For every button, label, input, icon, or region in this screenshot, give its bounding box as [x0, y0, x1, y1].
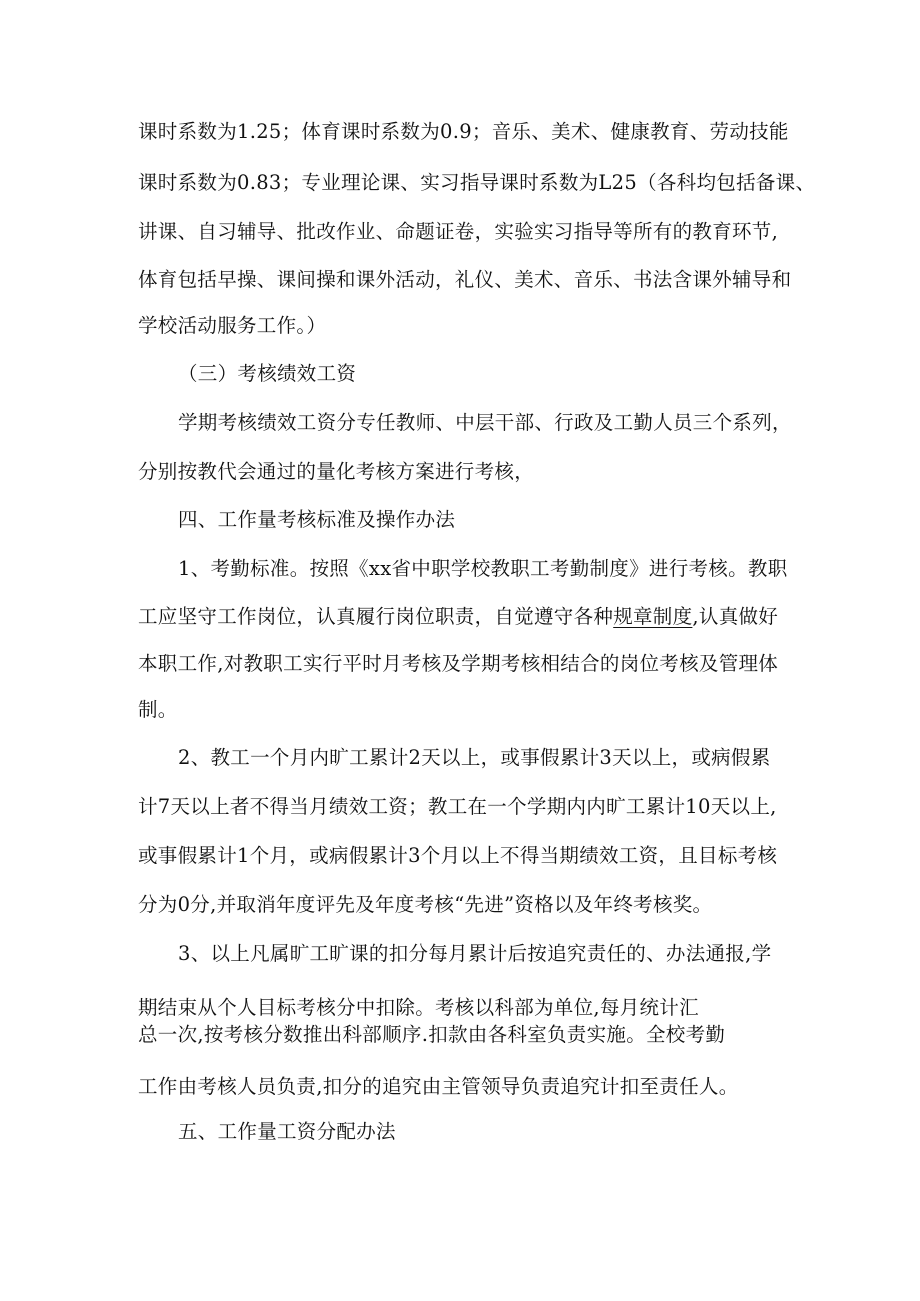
- body-text-line: 学校活动服务工作。）: [138, 314, 327, 337]
- body-text-line: 课时系数为1.25；体育课时系数为0.9；音乐、美术、健康教育、劳动技能: [138, 120, 789, 143]
- paragraph-first-line: 2、教工一个月内旷工累计2天以上，或事假累计3天以上，或病假累: [178, 746, 771, 769]
- body-text-line: 期结束从个人目标考核分中扣除。考核以科部为单位,每月统计汇: [138, 996, 699, 1019]
- body-text-line: 总一次,按考核分数推出科部顺序.扣款由各科室负责实施。全校考勤: [138, 1023, 726, 1046]
- paragraph-first-line: 1、考勤标准。按照《xx省中职学校教职工考勤制度》进行考核。教职: [178, 557, 788, 580]
- text-segment: ,认真做好: [692, 605, 779, 628]
- body-text-line: 本职工作,对教职工实行平时月考核及学期考核相结合的岗位考核及管理体: [138, 652, 779, 675]
- body-text-line: 体育包括早操、课间操和课外活动，礼仪、美术、音乐、书法含课外辅导和: [138, 268, 792, 291]
- body-text-line: [138, 604, 778, 630]
- text-segment: 工应坚守工作岗位，认真履行岗位职责，自觉遵守各种: [138, 605, 614, 628]
- paragraph-first-line: 3、以上凡属旷工旷课的扣分每月累计后按追究责任的、办法通报,学: [178, 942, 772, 965]
- section-heading: （三）考核绩效工资: [178, 362, 357, 385]
- section-heading: 五、工作量工资分配办法: [178, 1120, 396, 1143]
- section-heading: 四、工作量考核标准及操作办法: [178, 508, 456, 531]
- body-text-line: 课时系数为0.83；专业理论课、实习指导课时系数为L25（各科均包括备课、: [138, 171, 816, 194]
- body-text-line: 分别按教代会通过的量化考核方案进行考核，: [138, 460, 535, 483]
- body-text-line: 计7天以上者不得当月绩效工资；教工在一个学期内内旷工累计10天以上,: [138, 795, 777, 818]
- body-text-line: 或事假累计1个月，或病假累计3个月以上不得当期绩效工资，且目标考核: [138, 844, 778, 867]
- paragraph-first-line: 学期考核绩效工资分专任教师、中层干部、行政及工勤人员三个系列，: [178, 411, 792, 434]
- regulation-link[interactable]: 规章制度: [613, 605, 693, 628]
- body-text-line: 制。: [138, 698, 178, 721]
- body-text-line: 分为0分,并取消年度评先及年度考核“先进”资格以及年终考核奖。: [138, 893, 713, 916]
- body-text-line: 工作由考核人员负责,扣分的追究由主管领导负责追究计扣至责任人。: [138, 1075, 739, 1098]
- body-text-line: 讲课、自习辅导、批改作业、命题证卷，实验实习指导等所有的教育环节,: [138, 220, 779, 243]
